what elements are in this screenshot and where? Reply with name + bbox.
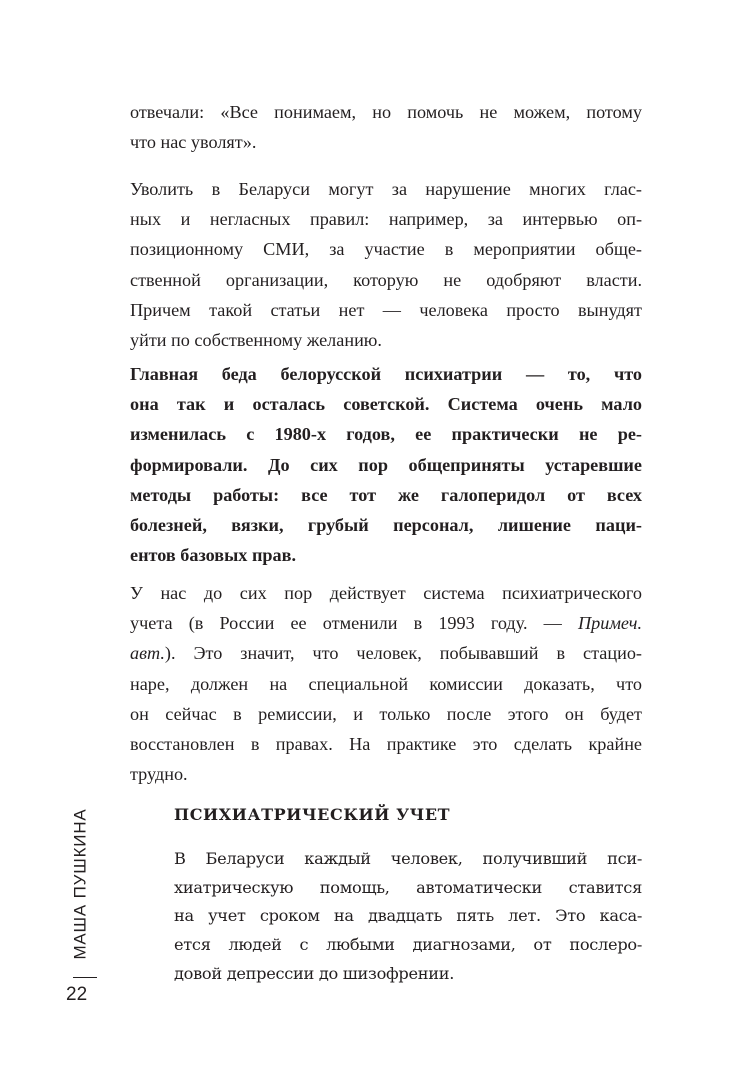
text-line: формировали. До сих пор общеприняты устаревшие — [130, 454, 642, 475]
text-line: трудно. — [130, 764, 188, 785]
running-head-text: МАША ПУШКИНА — [71, 808, 90, 960]
text-line: хиатрическую помощь, автоматически ставится — [174, 877, 642, 897]
text-line: отвечали: «Все понимаем, но помочь не можем, потому — [130, 102, 642, 122]
text-line: он сейчас в ремиссии, и только после этого он будет — [130, 703, 642, 724]
text-line — [130, 638, 642, 668]
text-line: она так и осталась советской. Система очень мало — [130, 394, 642, 415]
text-line: Главная беда белорусской психиатрии — то, что — [130, 364, 642, 384]
paragraph-2 — [130, 174, 642, 355]
text-line: методы работы: все тот же галоперидол от всех — [130, 484, 642, 505]
text-run: учета (в России ее отменили в 1993 году. — — [130, 613, 578, 634]
italic-note: Примеч. — [578, 613, 642, 634]
text-run: ). Это значит, что человек, побывавший в стацио- — [164, 643, 642, 664]
paragraph-4 — [130, 578, 642, 789]
running-head — [61, 795, 101, 973]
italic-note: авт. — [130, 643, 165, 664]
folio-divider — [73, 977, 97, 978]
text-line: наре, должен на специальной комиссии доказать, что — [130, 673, 642, 694]
bold-paragraph — [130, 359, 642, 570]
text-line: изменилась с 1980-х годов, ее практически не ре- — [130, 424, 642, 445]
text-line: позиционному СМИ, за участие в мероприятии обще- — [130, 239, 642, 260]
text-line: уйти по собственному желанию. — [130, 330, 382, 351]
text-line: восстановлен в правах. На практике это сделать крайне — [130, 734, 642, 755]
text-line: Причем такой статьи нет — человека просто вынудят — [130, 299, 642, 320]
text-line: ных и негласных правил: например, за интервью оп- — [130, 209, 642, 230]
text-line: ентов базовых прав. — [130, 545, 297, 566]
paragraph-1 — [130, 97, 642, 157]
text-line: ется людей с любыми диагнозами, от послеро- — [174, 935, 642, 955]
text-line: У нас до сих пор действует система психиатрического — [130, 583, 642, 603]
text-line: болезней, вязки, грубый персонал, лишение паци- — [130, 515, 642, 536]
text-line: В Беларуси каждый человек, получивший пси- — [174, 849, 642, 868]
text-line — [130, 608, 642, 638]
text-line: что нас уволят». — [130, 132, 257, 153]
sidebar-heading: ПСИХИАТРИЧЕСКИЙ УЧЕТ — [174, 805, 451, 824]
text-line: ственной организации, которую не одобряют власти. — [130, 269, 642, 290]
page-number: 22 — [66, 984, 88, 1005]
text-line: на учет сроком на двадцать пять лет. Это каса- — [174, 906, 642, 926]
sidebar-paragraph — [174, 845, 642, 989]
text-line: Уволить в Беларуси могут за нарушение многих глас- — [130, 179, 642, 199]
text-line: довой депрессии до шизофрении. — [174, 963, 455, 983]
